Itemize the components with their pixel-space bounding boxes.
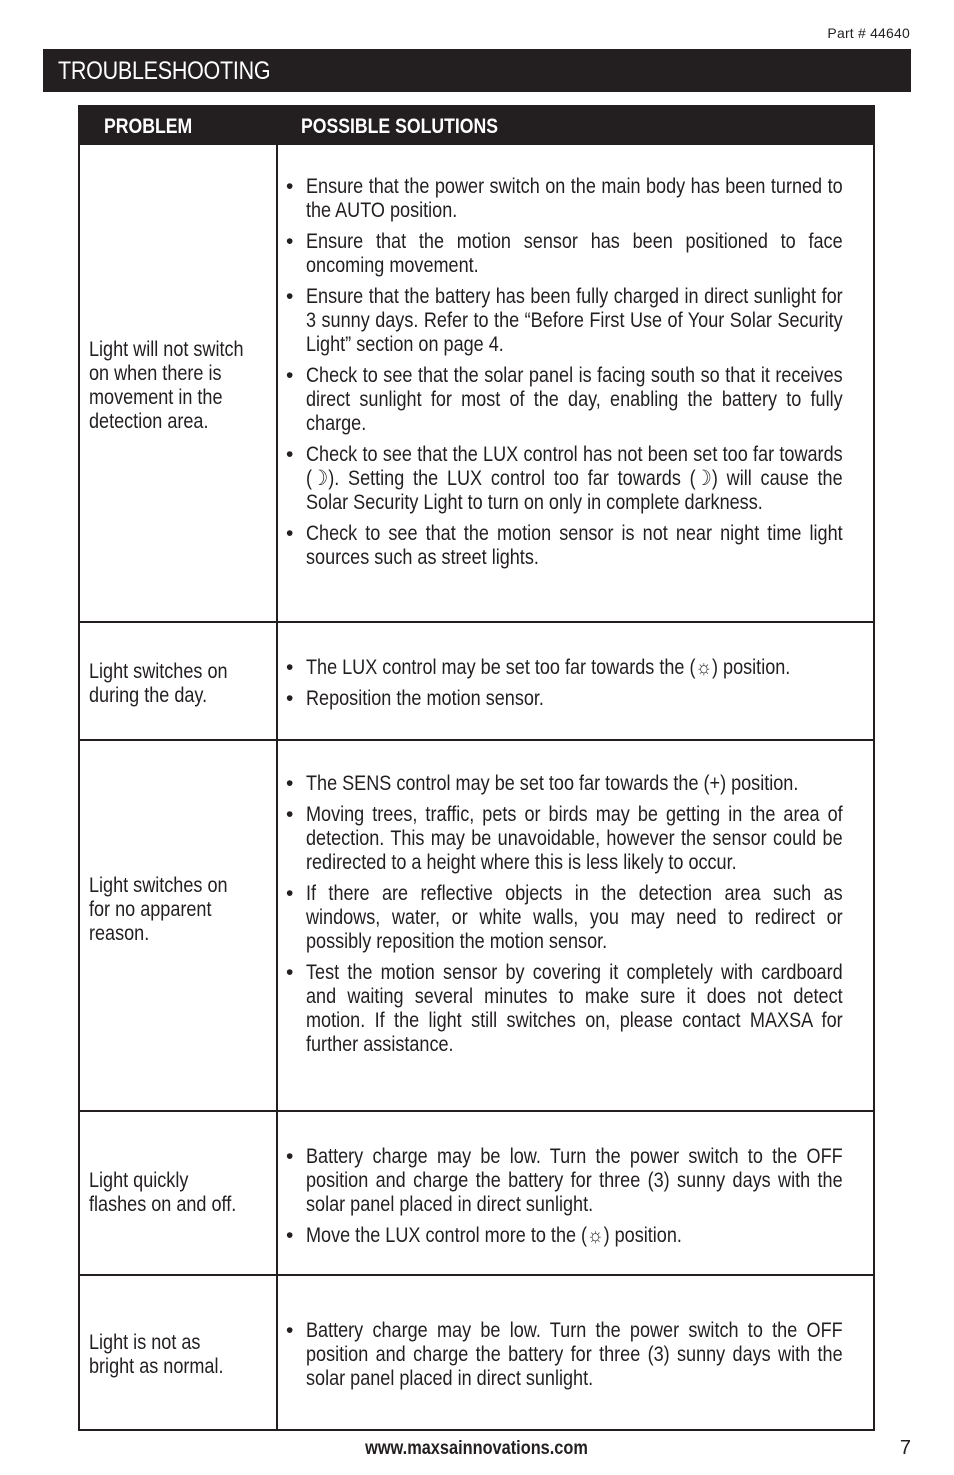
solution-item: • If there are reflective objects in the detection area such as windows, water, or white walls, you may need to redirect or possibly reposition the motion sensor. <box>286 882 846 954</box>
solutions-list <box>286 1145 846 1255</box>
solution-item: • Ensure that the battery has been fully charged in direct sunlight for 3 sunny days. Refer to the “Before First Use of Your Solar Security Light” section on page 4. <box>286 285 846 357</box>
table-row <box>80 623 873 738</box>
solution-item: • The SENS control may be set too far towards the (+) position. <box>286 772 846 796</box>
solution-item: • Test the motion sensor by covering it completely with cardboard and waiting several minutes to make sure it does not detect motion. If the light still switches on, please contact MAXSA for further assistance. <box>286 961 846 1057</box>
problem-line: on when there is <box>89 362 222 385</box>
solution-item: • Check to see that the motion sensor is not near night time light sources such as street lights. <box>286 522 846 570</box>
section-banner <box>43 49 911 92</box>
problem-line: Light switches on <box>89 660 228 683</box>
problem-line: for no apparent <box>89 898 212 921</box>
column-header-problem: PROBLEM <box>104 115 193 138</box>
table-header <box>80 107 873 145</box>
page-number: 7 <box>899 1437 911 1459</box>
problem-line: during the day. <box>89 684 208 707</box>
problem-line: bright as normal. <box>89 1355 224 1378</box>
table-row <box>80 1276 873 1431</box>
problem-cell <box>89 1169 277 1217</box>
problem-line: movement in the <box>89 386 223 409</box>
table-row <box>80 1112 873 1273</box>
problem-cell <box>89 874 277 946</box>
problem-line: Light switches on <box>89 874 228 897</box>
column-header-solutions: POSSIBLE SOLUTIONS <box>301 115 499 138</box>
solution-item: • Ensure that the motion sensor has been positioned to face oncoming movement. <box>286 230 846 278</box>
problem-cell <box>89 660 277 708</box>
solutions-list <box>286 656 846 718</box>
problem-line: Light quickly <box>89 1169 189 1192</box>
footer-website <box>0 1438 954 1460</box>
problem-cell <box>89 338 277 434</box>
solution-item: • Check to see that the solar panel is facing south so that it receives direct sunlight for most of the day, enabling the battery to fully charge. <box>286 364 846 436</box>
section-title: TROUBLESHOOTING <box>58 57 271 85</box>
problem-line: detection area. <box>89 410 209 433</box>
solution-item: • Battery charge may be low. Turn the power switch to the OFF position and charge the battery for three (3) sunny days with the solar panel placed in direct sunlight. <box>286 1145 846 1217</box>
problem-line: Light is not as <box>89 1331 201 1354</box>
problem-line: reason. <box>89 922 150 945</box>
website-url: www.maxsainnovations.com <box>365 1438 589 1459</box>
table-row <box>80 145 873 622</box>
solutions-list <box>286 175 846 577</box>
solution-item: • Battery charge may be low. Turn the power switch to the OFF position and charge the battery for three (3) sunny days with the solar panel placed in direct sunlight. <box>286 1319 846 1391</box>
table-row <box>80 741 873 1109</box>
solution-item: • Move the LUX control more to the (☼) position. <box>286 1224 846 1248</box>
solution-item: • Reposition the motion sensor. <box>286 687 846 711</box>
part-number: Part # 44640 <box>827 25 910 41</box>
problem-line: flashes on and off. <box>89 1193 237 1216</box>
solutions-list <box>286 772 846 1064</box>
troubleshooting-table <box>78 105 875 1431</box>
solutions-list <box>286 1319 846 1398</box>
solution-item: • Ensure that the power switch on the main body has been turned to the AUTO position. <box>286 175 846 223</box>
solution-item: • The LUX control may be set too far towards the (☼) position. <box>286 656 846 680</box>
solution-item: • Check to see that the LUX control has not been set too far towards (☽). Setting the LUX control too far towards (☽) will cause the Solar Security Light to turn on only in complete darkness. <box>286 443 846 515</box>
problem-cell <box>89 1331 277 1379</box>
solution-item: • Moving trees, traffic, pets or birds may be getting in the area of detection. This may be unavoidable, however the sensor could be redirected to a height where this is less likely to occur. <box>286 803 846 875</box>
problem-line: Light will not switch <box>89 338 244 361</box>
